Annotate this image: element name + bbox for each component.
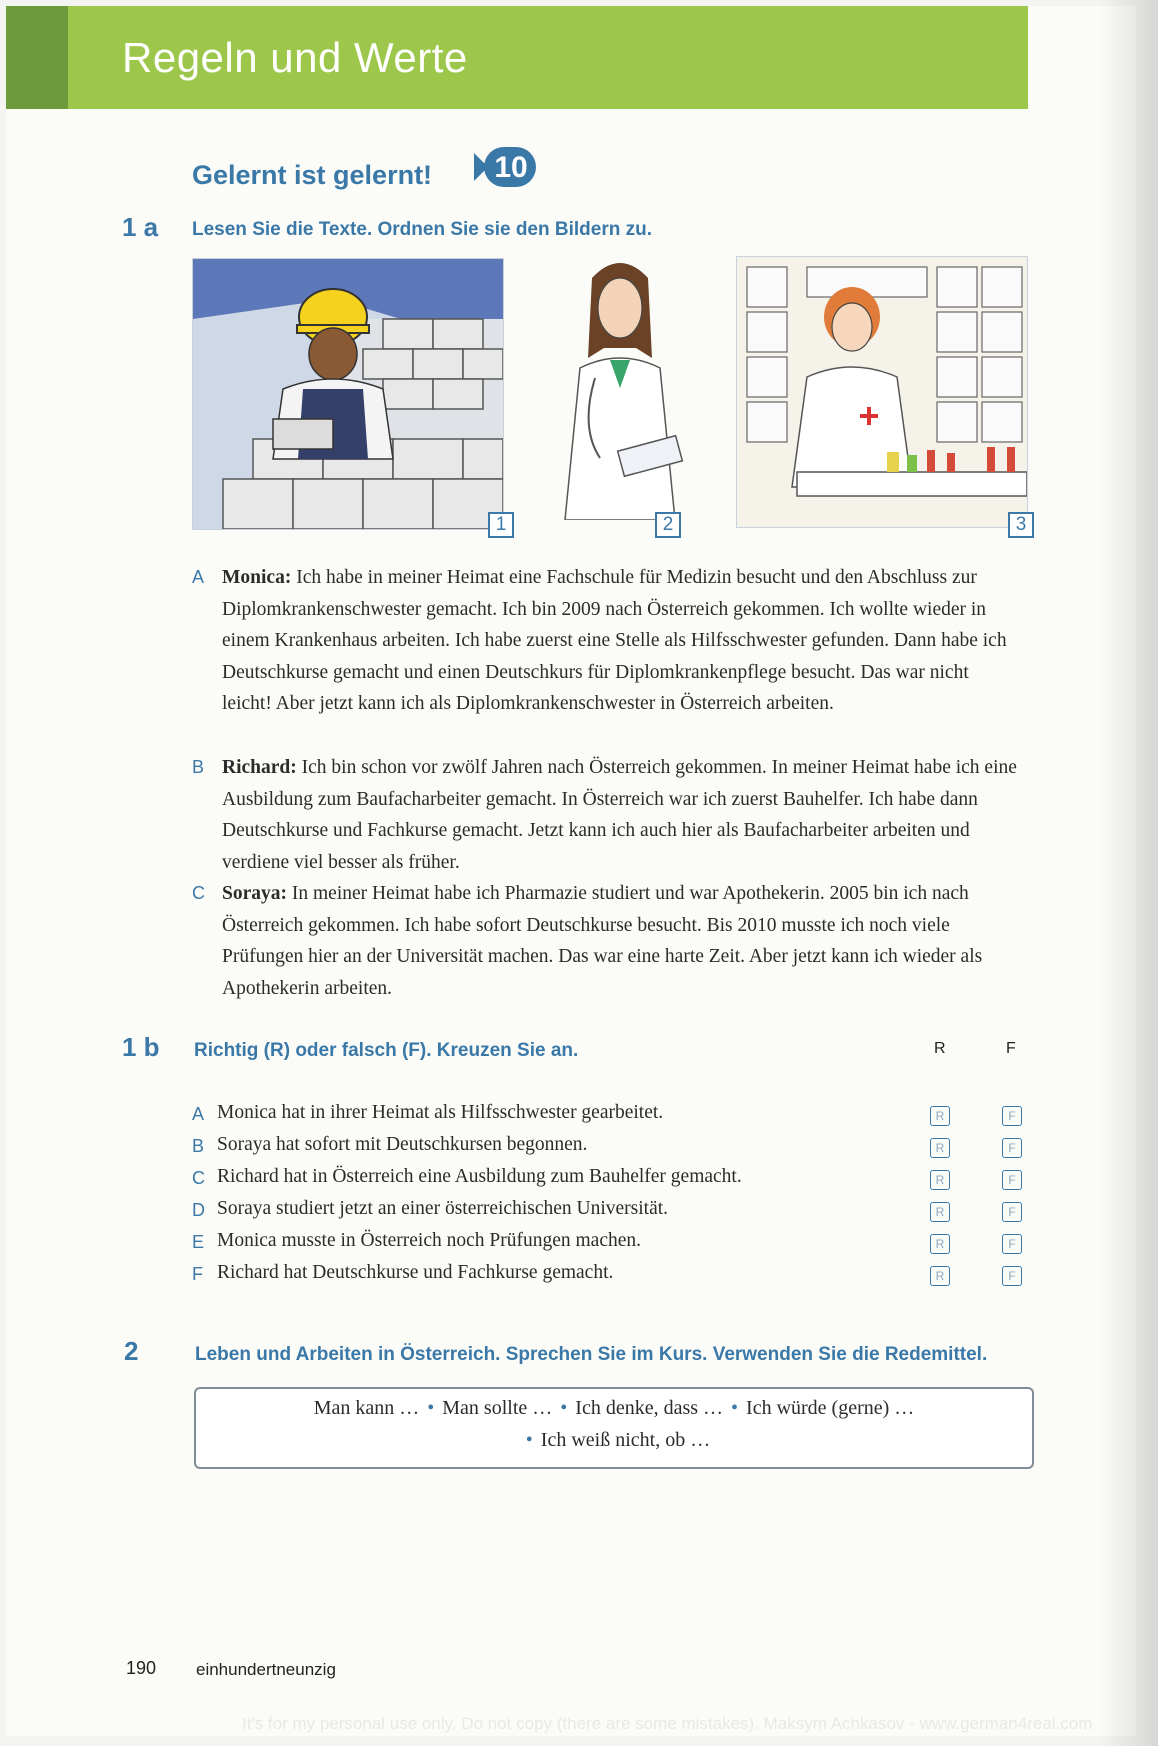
checkbox-richtig[interactable]: R	[930, 1106, 950, 1126]
text-body	[222, 878, 1022, 1004]
checkbox-richtig[interactable]: R	[930, 1234, 950, 1254]
bullet-icon: •	[560, 1397, 568, 1419]
statement-row	[192, 1166, 1032, 1196]
redemittel-line-1	[196, 1397, 1032, 1420]
text-letter: C	[192, 883, 205, 903]
section-title: Gelernt ist gelernt!	[192, 160, 433, 190]
column-header-richtig: R	[934, 1040, 946, 1057]
picture-1	[192, 258, 504, 530]
reading-text-c	[192, 878, 1022, 1004]
bullet-icon: •	[525, 1429, 533, 1451]
statement-row	[192, 1198, 1032, 1228]
watermark-text: It's for my personal use only. Do not copy (there are some mistakes). Maksym Achkasov - www.german4real.com	[242, 1714, 1093, 1733]
audio-track-number: 10	[494, 151, 528, 184]
reading-text-b	[192, 752, 1022, 878]
statement-row	[192, 1230, 1032, 1260]
picture-3-label: 3	[1008, 512, 1034, 538]
text-body	[222, 752, 1022, 878]
bullet-icon: •	[731, 1397, 739, 1419]
picture-2-label: 2	[655, 512, 681, 538]
exercise-1a-instruction: Lesen Sie die Texte. Ordnen Sie sie den Bildern zu.	[192, 219, 652, 240]
statement-text: Monica musste in Österreich noch Prüfungen machen.	[217, 1230, 642, 1251]
pharmacist-illustration	[737, 257, 1027, 527]
chapter-title: Regeln und Werte	[122, 34, 468, 81]
text-content: Ich habe in meiner Heimat eine Fachschule für Medizin besucht und den Abschluss zur Diplomkrankenschwester gemacht. Ich bin 2009 nach Österreich gekommen. Ich wollte wieder in einem Krankenhaus arbeiten. Ich habe zuerst eine Stelle als Hilfsschwester gefunden. Dann habe ich Deutschkurse gemacht und einen Deutschkurs für Diplomkrankenpflege besucht. Das war nicht leicht! Aber jetzt kann ich als Diplomkrankenschwester in Österreich arbeiten.	[222, 567, 1007, 714]
statement-text: Richard hat Deutschkurse und Fachkurse gemacht.	[217, 1262, 614, 1283]
checkbox-richtig[interactable]: R	[930, 1266, 950, 1286]
statement-letter: D	[192, 1200, 205, 1220]
page-number: 190	[126, 1658, 157, 1678]
statement-row	[192, 1102, 1032, 1132]
statement-row	[192, 1262, 1032, 1292]
speaker-name: Richard:	[222, 757, 297, 778]
statement-letter: A	[192, 1104, 205, 1124]
statement-text: Soraya hat sofort mit Deutschkursen begonnen.	[217, 1134, 588, 1155]
nurse-illustration	[540, 248, 700, 520]
exercise-number-2: 2	[124, 1336, 139, 1366]
text-content: Ich bin schon vor zwölf Jahren nach Österreich gekommen. In meiner Heimat habe ich eine Ausbildung zum Baufacharbeiter gemacht. In Österreich war ich zuerst Bauhelfer. Ich habe dann Deutschkurse und Fachkurse gemacht. Jetzt kann ich auch hier als Baufacharbeiter arbeiten und verdiene viel besser als früher.	[222, 757, 1017, 873]
column-header-falsch: F	[1006, 1040, 1016, 1057]
redemittel-box	[194, 1387, 1034, 1469]
redemittel-line-2	[196, 1429, 1032, 1452]
statement-text: Monica hat in ihrer Heimat als Hilfsschwester gearbeitet.	[217, 1102, 664, 1123]
exercise-2-instruction: Leben und Arbeiten in Österreich. Sprechen Sie im Kurs. Verwenden Sie die Redemittel.	[195, 1344, 988, 1365]
statement-letter: F	[192, 1264, 203, 1284]
checkbox-richtig[interactable]: R	[930, 1138, 950, 1158]
checkbox-richtig[interactable]: R	[930, 1170, 950, 1190]
text-body	[222, 562, 1022, 720]
checkbox-falsch[interactable]: F	[1002, 1170, 1022, 1190]
checkbox-falsch[interactable]: F	[1002, 1138, 1022, 1158]
picture-3	[736, 256, 1028, 528]
statement-letter: E	[192, 1232, 205, 1252]
statement-letter: C	[192, 1168, 205, 1188]
text-letter: B	[192, 757, 205, 777]
checkbox-falsch[interactable]: F	[1002, 1202, 1022, 1222]
bullet-icon: •	[427, 1397, 435, 1419]
picture-2	[540, 248, 700, 520]
text-content: In meiner Heimat habe ich Pharmazie studiert und war Apothekerin. 2005 bin ich nach Österreich gekommen. Ich habe sofort Deutschkurse besucht. Bis 2010 musste ich noch viele Prüfungen hier an der Universität machen. Das war eine harte Zeit. Aber jetzt kann ich wieder als Apothekerin arbeiten.	[222, 883, 983, 999]
phrase: Man kann …	[313, 1397, 420, 1419]
reading-text-a	[192, 562, 1022, 720]
phrase: Ich denke, dass …	[575, 1397, 724, 1419]
exercise-1b-instruction: Richtig (R) oder falsch (F). Kreuzen Sie an.	[194, 1040, 579, 1061]
checkbox-falsch[interactable]: F	[1002, 1106, 1022, 1126]
phrase: Ich würde (gerne) …	[746, 1397, 915, 1419]
statement-text: Soraya studiert jetzt an einer österreichischen Universität.	[217, 1198, 669, 1219]
chapter-header-tab	[6, 6, 68, 109]
picture-1-label: 1	[488, 512, 514, 538]
phrase: Man sollte …	[442, 1397, 553, 1419]
text-letter: A	[192, 567, 205, 587]
checkbox-falsch[interactable]: F	[1002, 1234, 1022, 1254]
page-number-word: einhundertneunzig	[196, 1660, 336, 1679]
speaker-name: Monica:	[222, 567, 292, 588]
phrase: Ich weiß nicht, ob …	[540, 1429, 711, 1451]
checkbox-falsch[interactable]: F	[1002, 1266, 1022, 1286]
page-edge-shadow	[1098, 0, 1158, 1746]
statement-letter: B	[192, 1136, 205, 1156]
checkbox-richtig[interactable]: R	[930, 1202, 950, 1222]
statement-row	[192, 1134, 1032, 1164]
exercise-number-1a: 1 a	[122, 212, 159, 242]
speaker-name: Soraya:	[222, 883, 287, 904]
exercise-number-1b: 1 b	[122, 1032, 160, 1062]
statement-text: Richard hat in Österreich eine Ausbildung zum Bauhelfer gemacht.	[217, 1166, 742, 1187]
construction-worker-illustration	[193, 259, 503, 529]
